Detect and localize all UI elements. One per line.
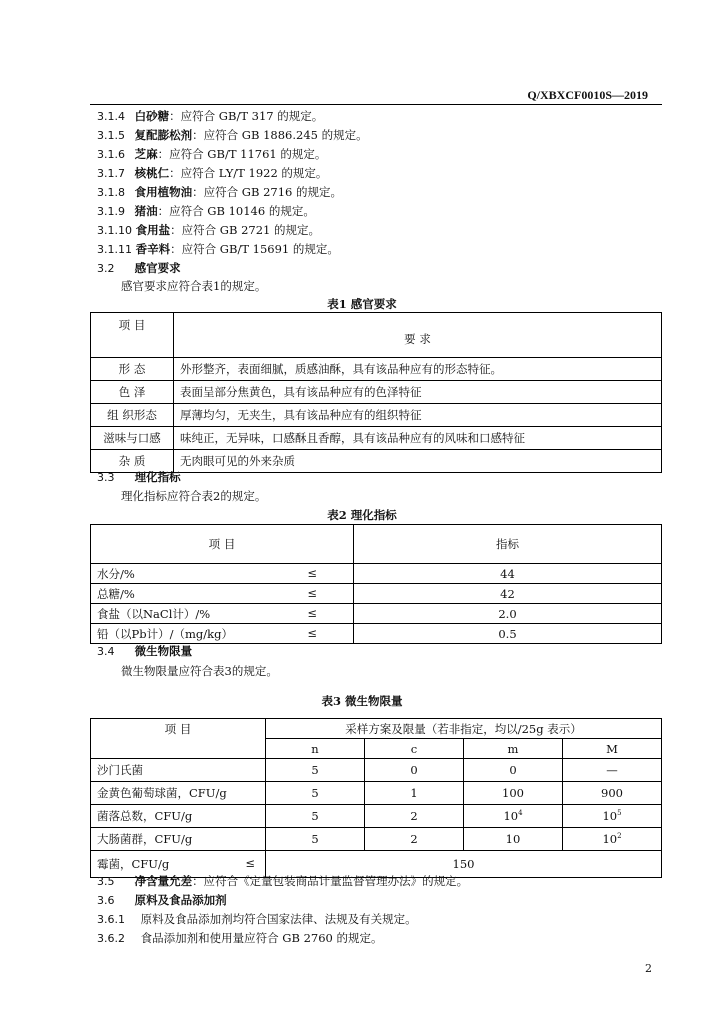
table-row: 杂 质 无肉眼可见的外来杂质 <box>91 450 662 473</box>
table-physicochemical <box>90 524 662 644</box>
table-row: 菌落总数，CFU/g 5 2 $10^4$ $10^5$ <box>91 805 662 828</box>
table-row: 金黄色葡萄球菌，CFU/g 5 1 100 900 <box>91 782 662 805</box>
table2-header-index: 指标 <box>354 525 662 564</box>
clause-3-1-10: 3.1.10 食用盐：应符合 GB 2721 的规定。 <box>97 223 321 237</box>
section-3-6-heading: 3.6 原料及食品添加剂 <box>97 893 227 907</box>
section-3-3-body: 理化指标应符合表2的规定。 <box>121 489 267 503</box>
section-3-4-heading: 3.4 微生物限量 <box>97 644 193 658</box>
clause-3-1-7: 3.1.7 核桃仁：应符合 LY/T 1922 的规定。 <box>97 166 328 180</box>
table-row: 形 态 外形整齐，表面细腻，质感油酥，具有该品种应有的形态特征。 <box>91 358 662 381</box>
header-rule <box>90 104 662 105</box>
table-row: 滋味与口感 味纯正，无异味，口感酥且香醇，具有该品种应有的风味和口感特征 <box>91 427 662 450</box>
table2-header-item: 项 目 <box>91 525 354 564</box>
table-row: 霉菌，CFU/g ≤ 150 <box>91 851 662 878</box>
section-3-5: 3.5 净含量允差：应符合《定量包装商品计量监督管理办法》的规定。 <box>97 874 469 888</box>
table-row: 组 织形态 厚薄均匀，无夹生，具有该品种应有的组织特征 <box>91 404 662 427</box>
clause-3-6-2: 3.6.2 食品添加剂和使用量应符合 GB 2760 的规定。 <box>97 931 383 945</box>
section-3-2-body: 感官要求应符合表1的规定。 <box>121 279 267 293</box>
table3-header-plan: 采样方案及限量（若非指定，均以/25g 表示） <box>266 719 662 739</box>
clause-3-1-6: 3.1.6 芝麻：应符合 GB/T 11761 的规定。 <box>97 147 327 161</box>
table-sensory <box>90 312 662 473</box>
table-row: 沙门氏菌 5 0 0 — <box>91 759 662 782</box>
table3-header-item: 项 目 <box>91 719 266 759</box>
table3-caption: 表3 微生物限量 <box>321 694 403 708</box>
clause-3-1-8: 3.1.8 食用植物油：应符合 GB 2716 的规定。 <box>97 185 343 199</box>
table1-caption: 表1 感官要求 <box>327 297 397 311</box>
table-microbial: 项 目 采样方案及限量（若非指定，均以/25g 表示） n c m M 沙门氏菌 5 0 0 — 金黄色葡萄球菌，CFU/g 5 1 100 900 菌落总数，CFU/g 5 2 $10^4$ $10^5$ 大肠菌群，CFU/g 5 2 10 $10^2$ 霉菌，CFU/g ≤ 150 <box>90 718 662 878</box>
clause-3-1-9: 3.1.9 猪油：应符合 GB 10146 的规定。 <box>97 204 315 218</box>
table1-header-requirement: 要 求 <box>174 313 662 358</box>
table-row: 总糖/% ≤ 42 <box>91 584 662 604</box>
section-3-2-heading: 3.2 感官要求 <box>97 261 181 275</box>
document-code: Q/XBXCF0010S—2019 <box>527 88 648 102</box>
table-row: 色 泽 表面呈部分焦黄色，具有该品种应有的色泽特征 <box>91 381 662 404</box>
clause-3-1-4: 3.1.4 白砂糖：应符合 GB/T 317 的规定。 <box>97 109 324 123</box>
page-number: 2 <box>645 962 652 975</box>
clause-3-1-11: 3.1.11 香辛料：应符合 GB/T 15691 的规定。 <box>97 242 339 256</box>
clause-3-1-5: 3.1.5 复配膨松剂：应符合 GB 1886.245 的规定。 <box>97 128 368 142</box>
table-row: 大肠菌群，CFU/g 5 2 10 $10^2$ <box>91 828 662 851</box>
table1-header-item: 项 目 <box>91 313 174 358</box>
table-row: 铅（以Pb计）/（mg/kg） ≤ 0.5 <box>91 624 662 644</box>
table2-caption: 表2 理化指标 <box>327 508 397 522</box>
section-3-4-body: 微生物限量应符合表3的规定。 <box>121 664 278 678</box>
section-3-3-heading: 3.3 理化指标 <box>97 470 181 484</box>
table-row: 水分/% ≤ 44 <box>91 564 662 584</box>
clause-3-6-1: 3.6.1 原料及食品添加剂均符合国家法律、法规及有关规定。 <box>97 912 417 926</box>
table-row: 食盐（以NaCl计）/% ≤ 2.0 <box>91 604 662 624</box>
